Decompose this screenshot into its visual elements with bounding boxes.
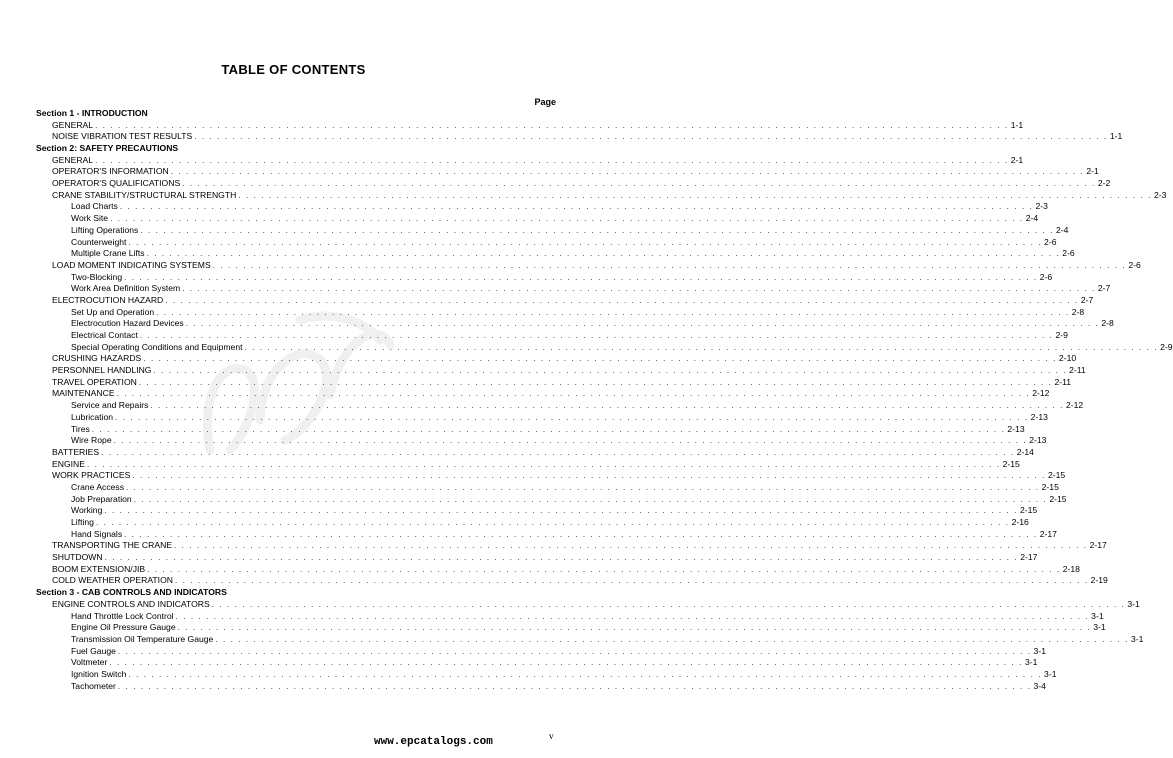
toc-entry-label: Tires [71, 423, 90, 434]
dot-leader: . . . . . . . . . . . . . . . . . . . . . . . . . . . . . . . . . . . . . . . . . . . . . . . . . . . . . . . . . . . . . . . . . . . . . . . . . . . . . . . . . . . . . . . . . . . . . . . . . . . . . . . . . . . . . . . . . . . . . . . . [244, 342, 1159, 352]
toc-entry-label: GENERAL [52, 119, 94, 130]
dot-leader: . . . . . . . . . . . . . . . . . . . . . . . . . . . . . . . . . . . . . . . . . . . . . . . . . . . . . . . . . . . . . . . . . . . . . . . . . . . . . . . . . . . . . . . . . . . . . . . . . . . . . . . . . . . . . . . . . . . . . . . . [165, 295, 1079, 305]
dot-leader: . . . . . . . . . . . . . . . . . . . . . . . . . . . . . . . . . . . . . . . . . . . . . . . . . . . . . . . . . . . . . . . . . . . . . . . . . . . . . . . . . . . . . . . . . . . . . . . . . . . . . . . . . . . . . . . . . . . . . . . . [86, 459, 1001, 469]
toc-entry-page: 2-13 [1029, 435, 1047, 446]
toc-entry-label: LOAD MOMENT INDICATING SYSTEMS [52, 259, 211, 270]
toc-entry-page: 2-11 [1054, 376, 1072, 387]
toc-entry[interactable] [36, 119, 1024, 132]
dot-leader: . . . . . . . . . . . . . . . . . . . . . . . . . . . . . . . . . . . . . . . . . . . . . . . . . . . . . . . . . . . . . . . . . . . . . . . . . . . . . . . . . . . . . . . . . . . . . . . . . . . . . . . . . . . . . . . . . . . . . . . . [124, 272, 1038, 282]
dot-leader: . . . . . . . . . . . . . . . . . . . . . . . . . . . . . . . . . . . . . . . . . . . . . . . . . . . . . . . . . . . . . . . . . . . . . . . . . . . . . . . . . . . . . . . . . . . . . . . . . . . . . . . . . . . . . . . . . . . . . . . . [104, 506, 1018, 516]
dot-leader: . . . . . . . . . . . . . . . . . . . . . . . . . . . . . . . . . . . . . . . . . . . . . . . . . . . . . . . . . . . . . . . . . . . . . . . . . . . . . . . . . . . . . . . . . . . . . . . . . . . . . . . . . . . . . . . . . . . . . . . . [132, 471, 1046, 481]
dot-leader: . . . . . . . . . . . . . . . . . . . . . . . . . . . . . . . . . . . . . . . . . . . . . . . . . . . . . . . . . . . . . . . . . . . . . . . . . . . . . . . . . . . . . . . . . . . . . . . . . . . . . . . . . . . . . . . . . . . . . . . . [119, 202, 1034, 212]
toc-entry-label: Section 1 - INTRODUCTION [36, 107, 148, 118]
toc-entry-label: SHUTDOWN [52, 552, 103, 563]
toc-entry[interactable] [36, 563, 1080, 576]
toc-entry[interactable] [36, 458, 1020, 471]
toc-section-heading[interactable] [36, 108, 557, 120]
toc-entry[interactable] [36, 224, 1069, 237]
toc-entry-label: Working [71, 505, 103, 516]
toc-entry-label: Special Operating Conditions and Equipment [71, 341, 243, 352]
dot-leader: . . . . . . . . . . . . . . . . . . . . . . . . . . . . . . . . . . . . . . . . . . . . . . . . . . . . . . . . . . . . . . . . . . . . . . . . . . . . . . . . . . . . . . . . . . . . . . . . . . . . . . . . . . . . . . . . . . . . . . . . [128, 237, 1043, 247]
toc-entry-label: NOISE VIBRATION TEST RESULTS [52, 131, 193, 142]
toc-entry-page: 2-2 [1097, 178, 1111, 189]
toc-entry-page: 2-1 [1010, 154, 1024, 165]
dot-leader: . . . . . . . . . . . . . . . . . . . . . . . . . . . . . . . . . . . . . . . . . . . . . . . . . . . . . . . . . . . . . . . . . . . . . . . . . . . . . . . . . . . . . . . . . . . . . . . . . . . . . . . . . . . . . . . . . . . . . . . . [117, 681, 1032, 691]
dot-leader: . . . . . . . . . . . . . . . . . . . . . . . . . . . . . . . . . . . . . . . . . . . . . . . . . . . . . . . . . . . . . . . . . . . . . . . . . . . . . . . . . . . . . . . . . . . . . . . . . . . . . . . . . . . . . . . . . . . . . . . . [95, 155, 1009, 165]
toc-entry[interactable] [36, 622, 1106, 634]
toc-entry-page: 2-17 [1039, 528, 1057, 539]
dot-leader: . . . . . . . . . . . . . . . . . . . . . . . . . . . . . . . . . . . . . . . . . . . . . . . . . . . . . . . . . . . . . . . . . . . . . . . . . . . . . . . . . . . . . . . . . . . . . . . . . . . . . . . . . . . . . . . . . . . . . . . . [138, 377, 1053, 387]
page-title: TABLE OF CONTENTS [221, 62, 366, 77]
toc-entry-label: TRAVEL OPERATION [52, 376, 137, 387]
dot-leader: . . . . . . . . . . . . . . . . . . . . . . . . . . . . . . . . . . . . . . . . . . . . . . . . . . . . . . . . . . . . . . . . . . . . . . . . . . . . . . . . . . . . . . . . . . . . . . . . . . . . . . . . . . . . . . . . . . . . . . . . [133, 494, 1048, 504]
dot-leader: . . . . . . . . . . . . . . . . . . . . . . . . . . . . . . . . . . . . . . . . . . . . . . . . . . . . . . . . . . . . . . . . . . . . . . . . . . . . . . . . . . . . . . . . . . . . . . . . . . . . . . . . . . . . . . . . . . . . . . . . [117, 646, 1032, 656]
toc-entry-page: 2-4 [1055, 224, 1069, 235]
toc-entry-label: Ignition Switch [71, 668, 127, 679]
dot-leader: . . . . . . . . . . . . . . . . . . . . . . . . . . . . . . . . . . . . . . . . . . . . . . . . . . . . . . . . . . . . . . . . . . . . . . . . . . . . . . . . . . . . . . . . . . . . . . . . . . . . . . . . . . . . . . . . . . . . . . . . [95, 120, 1009, 130]
dot-leader: . . . . . . . . . . . . . . . . . . . . . . . . . . . . . . . . . . . . . . . . . . . . . . . . . . . . . . . . . . . . . . . . . . . . . . . . . . . . . . . . . . . . . . . . . . . . . . . . . . . . . . . . . . . . . . . . . . . . . . . . [150, 401, 1065, 411]
toc-entry-label: ENGINE CONTROLS AND INDICATORS [52, 598, 210, 609]
dot-leader: . . . . . . . . . . . . . . . . . . . . . . . . . . . . . . . . . . . . . . . . . . . . . . . . . . . . . . . . . . . . . . . . . . . . . . . . . . . . . . . . . . . . . . . . . . . . . . . . . . . . . . . . . . . . . . . . . . . . . . . . [143, 354, 1057, 364]
toc-entry[interactable] [36, 505, 1038, 517]
toc-entry[interactable] [36, 645, 1046, 658]
toc-entry[interactable] [36, 236, 1057, 249]
page-column-header: Page [534, 97, 556, 107]
table-of-contents [36, 107, 1173, 692]
dot-leader: . . . . . . . . . . . . . . . . . . . . . . . . . . . . . . . . . . . . . . . . . . . . . . . . . . . . . . . . . . . . . . . . . . . . . . . . . . . . . . . . . . . . . . . . . . . . . . . . . . . . . . . . . . . . . . . . . . . . . . . . [194, 132, 1108, 142]
toc-entry-label: Lubrication [71, 411, 114, 422]
toc-entry-page: 2-6 [1062, 248, 1075, 259]
toc-entry[interactable] [36, 680, 1046, 693]
toc-entry-page: 2-14 [1016, 446, 1034, 457]
dot-leader: . . . . . . . . . . . . . . . . . . . . . . . . . . . . . . . . . . . . . . . . . . . . . . . . . . . . . . . . . . . . . . . . . . . . . . . . . . . . . . . . . . . . . . . . . . . . . . . . . . . . . . . . . . . . . . . . . . . . . . . . [109, 658, 1023, 668]
dot-leader: . . . . . . . . . . . . . . . . . . . . . . . . . . . . . . . . . . . . . . . . . . . . . . . . . . . . . . . . . . . . . . . . . . . . . . . . . . . . . . . . . . . . . . . . . . . . . . . . . . . . . . . . . . . . . . . . . . . . . . . . [126, 482, 1040, 492]
toc-entry-page: 2-17 [1089, 540, 1107, 551]
toc-entry-page: 2-12 [1066, 400, 1084, 411]
toc-entry[interactable] [36, 481, 1059, 494]
dot-leader: . . . . . . . . . . . . . . . . . . . . . . . . . . . . . . . . . . . . . . . . . . . . . . . . . . . . . . . . . . . . . . . . . . . . . . . . . . . . . . . . . . . . . . . . . . . . . . . . . . . . . . . . . . . . . . . . . . . . . . . . [174, 576, 1089, 586]
dot-leader: . . . . . . . . . . . . . . . . . . . . . . . . . . . . . . . . . . . . . . . . . . . . . . . . . . . . . . . . . . . . . . . . . . . . . . . . . . . . . . . . . . . . . . . . . . . . . . . . . . . . . . . . . . . . . . . . . . . . . . . . [128, 669, 1043, 679]
toc-entry-label: PERSONNEL HANDLING [52, 365, 152, 376]
toc-entry-page: 2-6 [1044, 236, 1057, 247]
dot-leader: . . . . . . . . . . . . . . . . . . . . . . . . . . . . . . . . . . . . . . . . . . . . . . . . . . . . . . . . . . . . . . . . . . . . . . . . . . . . . . . . . . . . . . . . . . . . . . . . . . . . . . . . . . . . . . . . . . . . . . . . [211, 599, 1126, 609]
toc-entry[interactable] [36, 552, 1038, 564]
toc-entry[interactable] [36, 376, 1072, 389]
toc-entry-page: 3-4 [1033, 680, 1046, 691]
toc-entry-label: Electrical Contact [71, 330, 138, 341]
dot-leader: . . . . . . . . . . . . . . . . . . . . . . . . . . . . . . . . . . . . . . . . . . . . . . . . . . . . . . . . . . . . . . . . . . . . . . . . . . . . . . . . . . . . . . . . . . . . . . . . . . . . . . . . . . . . . . . . . . . . . . . . [124, 529, 1038, 539]
toc-entry-label: ENGINE [52, 458, 85, 469]
dot-leader: . . . . . . . . . . . . . . . . . . . . . . . . . . . . . . . . . . . . . . . . . . . . . . . . . . . . . . . . . . . . . . . . . . . . . . . . . . . . . . . . . . . . . . . . . . . . . . . . . . . . . . . . . . . . . . . . . . . . . . . . [175, 611, 1090, 621]
toc-entry-label: CRANE STABILITY/STRUCTURAL STRENGTH [52, 189, 237, 200]
toc-entry[interactable] [36, 213, 1039, 225]
toc-entry-page: 2-10 [1058, 353, 1077, 364]
toc-entry-label: WORK PRACTICES [52, 470, 131, 481]
toc-entry-label: Lifting Operations [71, 224, 139, 235]
toc-entry-page: 3-1 [1093, 622, 1106, 633]
toc-entry[interactable] [36, 283, 1111, 295]
dot-leader: . . . . . . . . . . . . . . . . . . . . . . . . . . . . . . . . . . . . . . . . . . . . . . . . . . . . . . . . . . . . . . . . . . . . . . . . . . . . . . . . . . . . . . . . . . . . . . . . . . . . . . . . . . . . . . . . . . . . . . . . [104, 553, 1019, 563]
dot-leader: . . . . . . . . . . . . . . . . . . . . . . . . . . . . . . . . . . . . . . . . . . . . . . . . . . . . . . . . . . . . . . . . . . . . . . . . . . . . . . . . . . . . . . . . . . . . . . . . . . . . . . . . . . . . . . . . . . . . . . . . [140, 225, 1054, 235]
toc-entry-page: 2-19 [1090, 575, 1108, 586]
toc-entry[interactable] [36, 259, 1141, 272]
toc-entry-label: Lifting [71, 517, 94, 528]
dot-leader: . . . . . . . . . . . . . . . . . . . . . . . . . . . . . . . . . . . . . . . . . . . . . . . . . . . . . . . . . . . . . . . . . . . . . . . . . . . . . . . . . . . . . . . . . . . . . . . . . . . . . . . . . . . . . . . . . . . . . . . . [177, 623, 1092, 633]
toc-entry[interactable] [36, 306, 1085, 319]
toc-entry-label: Set Up and Operation [71, 306, 155, 317]
dot-leader: . . . . . . . . . . . . . . . . . . . . . . . . . . . . . . . . . . . . . . . . . . . . . . . . . . . . . . . . . . . . . . . . . . . . . . . . . . . . . . . . . . . . . . . . . . . . . . . . . . . . . . . . . . . . . . . . . . . . . . . . [91, 424, 1006, 434]
toc-entry[interactable] [36, 435, 1047, 447]
toc-entry-label: OPERATOR'S QUALIFICATIONS [52, 178, 181, 189]
toc-entry[interactable] [36, 657, 1038, 669]
toc-entry-page: 2-3 [1035, 201, 1048, 212]
toc-entry[interactable] [36, 154, 1024, 167]
toc-entry-page: 2-18 [1062, 563, 1080, 574]
dot-leader: . . . . . . . . . . . . . . . . . . . . . . . . . . . . . . . . . . . . . . . . . . . . . . . . . . . . . . . . . . . . . . . . . . . . . . . . . . . . . . . . . . . . . . . . . . . . . . . . . . . . . . . . . . . . . . . . . . . . . . . . [215, 634, 1129, 644]
toc-entry-page: 2-15 [1049, 493, 1067, 504]
toc-entry-page: 2-13 [1030, 411, 1048, 422]
toc-entry[interactable] [36, 575, 1108, 588]
toc-entry[interactable] [36, 411, 1048, 424]
dot-leader: . . . . . . . . . . . . . . . . . . . . . . . . . . . . . . . . . . . . . . . . . . . . . . . . . . . . . . . . . . . . . . . . . . . . . . . . . . . . . . . . . . . . . . . . . . . . . . . . . . . . . . . . . . . . . . . . . . . . . . . . [170, 167, 1085, 177]
toc-entry[interactable] [36, 388, 1050, 401]
toc-entry-label: Counterweight [71, 236, 127, 247]
toc-entry[interactable] [36, 341, 1173, 354]
toc-entry-page: 2-15 [1041, 481, 1059, 492]
toc-entry-page: 3-1 [1091, 610, 1104, 621]
toc-entry-page: 2-17 [1020, 552, 1038, 563]
toc-entry[interactable] [36, 517, 1029, 529]
toc-entry-page: 2-4 [1025, 213, 1039, 224]
toc-entry-label: Hand Throttle Lock Control [71, 610, 174, 621]
toc-entry-label: BOOM EXTENSION/JIB [52, 563, 146, 574]
toc-entry[interactable] [36, 178, 1111, 190]
toc-entry[interactable] [36, 540, 1107, 552]
toc-entry-label: COLD WEATHER OPERATION [52, 575, 173, 586]
toc-entry-page: 2-6 [1128, 259, 1141, 270]
dot-leader: . . . . . . . . . . . . . . . . . . . . . . . . . . . . . . . . . . . . . . . . . . . . . . . . . . . . . . . . . . . . . . . . . . . . . . . . . . . . . . . . . . . . . . . . . . . . . . . . . . . . . . . . . . . . . . . . . . . . . . . . [182, 179, 1096, 189]
toc-entry-label: Job Preparation [71, 493, 132, 504]
toc-entry-page: 2-7 [1097, 283, 1111, 294]
toc-entry-label: Service and Repairs [71, 400, 149, 411]
toc-entry-label: Engine Oil Pressure Gauge [71, 622, 176, 633]
toc-entry-label: BATTERIES [52, 446, 100, 457]
toc-entry[interactable] [36, 528, 1057, 541]
toc-entry-label: Voltmeter [71, 657, 108, 668]
toc-entry-label: ELECTROCUTION HAZARD [52, 294, 164, 305]
toc-entry[interactable] [36, 166, 1099, 178]
dot-leader: . . . . . . . . . . . . . . . . . . . . . . . . . . . . . . . . . . . . . . . . . . . . . . . . . . . . . . . . . . . . . . . . . . . . . . . . . . . . . . . . . . . . . . . . . . . . . . . . . . . . . . . . . . . . . . . . . . . . . . . . [147, 564, 1061, 574]
toc-entry-page: 2-15 [1002, 458, 1020, 469]
toc-entry-label: Work Area Definition System [71, 283, 181, 294]
toc-entry-label: TRANSPORTING THE CRANE [52, 540, 173, 551]
toc-entry-label: Electrocution Hazard Devices [71, 318, 184, 329]
dot-leader: . . . . . . . . . . . . . . . . . . . . . . . . . . . . . . . . . . . . . . . . . . . . . . . . . . . . . . . . . . . . . . . . . . . . . . . . . . . . . . . . . . . . . . . . . . . . . . . . . . . . . . . . . . . . . . . . . . . . . . . . [174, 541, 1088, 551]
dot-leader: . . . . . . . . . . . . . . . . . . . . . . . . . . . . . . . . . . . . . . . . . . . . . . . . . . . . . . . . . . . . . . . . . . . . . . . . . . . . . . . . . . . . . . . . . . . . . . . . . . . . . . . . . . . . . . . . . . . . . . . . [116, 389, 1031, 399]
dot-leader: . . . . . . . . . . . . . . . . . . . . . . . . . . . . . . . . . . . . . . . . . . . . . . . . . . . . . . . . . . . . . . . . . . . . . . . . . . . . . . . . . . . . . . . . . . . . . . . . . . . . . . . . . . . . . . . . . . . . . . . . [146, 249, 1061, 259]
toc-entry-label: Tachometer [71, 680, 116, 691]
toc-entry-page: 2-16 [1011, 517, 1029, 528]
toc-entry-label: Multiple Crane Lifts [71, 248, 145, 259]
toc-entry-page: 2-3 [1153, 189, 1167, 200]
toc-entry[interactable] [36, 318, 1114, 330]
toc-entry[interactable] [36, 446, 1034, 459]
toc-section-heading[interactable] [36, 143, 557, 155]
toc-entry[interactable] [36, 201, 1048, 214]
dot-leader: . . . . . . . . . . . . . . . . . . . . . . . . . . . . . . . . . . . . . . . . . . . . . . . . . . . . . . . . . . . . . . . . . . . . . . . . . . . . . . . . . . . . . . . . . . . . . . . . . . . . . . . . . . . . . . . . . . . . . . . . [110, 214, 1024, 224]
toc-section-heading[interactable] [36, 587, 557, 599]
toc-entry[interactable] [36, 400, 1084, 412]
toc-entry[interactable] [36, 423, 1025, 436]
toc-entry-label: Two-Blocking [71, 271, 123, 282]
toc-entry-page: 2-8 [1071, 306, 1085, 317]
toc-entry[interactable] [36, 610, 1104, 623]
toc-entry[interactable] [36, 248, 1075, 260]
dot-leader: . . . . . . . . . . . . . . . . . . . . . . . . . . . . . . . . . . . . . . . . . . . . . . . . . . . . . . . . . . . . . . . . . . . . . . . . . . . . . . . . . . . . . . . . . . . . . . . . . . . . . . . . . . . . . . . . . . . . . . . . [153, 366, 1068, 376]
dot-leader: . . . . . . . . . . . . . . . . . . . . . . . . . . . . . . . . . . . . . . . . . . . . . . . . . . . . . . . . . . . . . . . . . . . . . . . . . . . . . . . . . . . . . . . . . . . . . . . . . . . . . . . . . . . . . . . . . . . . . . . . [113, 436, 1028, 446]
toc-entry-label: Fuel Gauge [71, 645, 116, 656]
toc-entry-page: 2-9 [1160, 341, 1173, 352]
toc-entry-page: 2-15 [1020, 505, 1038, 516]
toc-entry[interactable] [36, 294, 1094, 307]
toc-entry[interactable] [36, 365, 1086, 377]
toc-entry-label: Section 3 - CAB CONTROLS AND INDICATORS [36, 587, 227, 598]
toc-entry[interactable] [36, 470, 1066, 482]
dot-leader: . . . . . . . . . . . . . . . . . . . . . . . . . . . . . . . . . . . . . . . . . . . . . . . . . . . . . . . . . . . . . . . . . . . . . . . . . . . . . . . . . . . . . . . . . . . . . . . . . . . . . . . . . . . . . . . . . . . . . . . . [156, 307, 1070, 317]
dot-leader: . . . . . . . . . . . . . . . . . . . . . . . . . . . . . . . . . . . . . . . . . . . . . . . . . . . . . . . . . . . . . . . . . . . . . . . . . . . . . . . . . . . . . . . . . . . . . . . . . . . . . . . . . . . . . . . . . . . . . . . . [139, 331, 1054, 341]
dot-leader: . . . . . . . . . . . . . . . . . . . . . . . . . . . . . . . . . . . . . . . . . . . . . . . . . . . . . . . . . . . . . . . . . . . . . . . . . . . . . . . . . . . . . . . . . . . . . . . . . . . . . . . . . . . . . . . . . . . . . . . . [212, 260, 1127, 270]
toc-entry-page: 3-1 [1130, 633, 1144, 644]
toc-entry-label: Section 2: SAFETY PRECAUTIONS [36, 143, 179, 154]
dot-leader: . . . . . . . . . . . . . . . . . . . . . . . . . . . . . . . . . . . . . . . . . . . . . . . . . . . . . . . . . . . . . . . . . . . . . . . . . . . . . . . . . . . . . . . . . . . . . . . . . . . . . . . . . . . . . . . . . . . . . . . . [95, 518, 1010, 528]
toc-entry-page: 2-13 [1007, 423, 1025, 434]
toc-entry[interactable] [36, 598, 1140, 611]
toc-entry-page: 2-11 [1069, 365, 1086, 376]
toc-entry-page: 2-8 [1101, 318, 1114, 329]
website-watermark: www.epcatalogs.com [374, 736, 493, 748]
toc-entry[interactable] [36, 271, 1053, 284]
dot-leader: . . . . . . . . . . . . . . . . . . . . . . . . . . . . . . . . . . . . . . . . . . . . . . . . . . . . . . . . . . . . . . . . . . . . . . . . . . . . . . . . . . . . . . . . . . . . . . . . . . . . . . . . . . . . . . . . . . . . . . . . [185, 319, 1100, 329]
toc-entry-label: CRUSHING HAZARDS [52, 353, 142, 364]
toc-entry-page: 2-12 [1032, 388, 1050, 399]
toc-entry-page: 1-1 [1010, 119, 1024, 130]
toc-entry-label: Hand Signals [71, 528, 123, 539]
toc-entry[interactable] [36, 330, 1068, 342]
toc-entry[interactable] [36, 493, 1067, 506]
toc-entry[interactable] [36, 189, 1167, 202]
toc-entry[interactable] [36, 633, 1144, 646]
toc-entry-page: 2-9 [1055, 330, 1068, 341]
toc-entry-page: 2-1 [1086, 166, 1099, 177]
dot-leader: . . . . . . . . . . . . . . . . . . . . . . . . . . . . . . . . . . . . . . . . . . . . . . . . . . . . . . . . . . . . . . . . . . . . . . . . . . . . . . . . . . . . . . . . . . . . . . . . . . . . . . . . . . . . . . . . . . . . . . . . [115, 412, 1029, 422]
toc-entry[interactable] [36, 131, 1123, 143]
toc-entry-label: OPERATOR'S INFORMATION [52, 166, 169, 177]
page-number: v [549, 731, 554, 741]
dot-leader: . . . . . . . . . . . . . . . . . . . . . . . . . . . . . . . . . . . . . . . . . . . . . . . . . . . . . . . . . . . . . . . . . . . . . . . . . . . . . . . . . . . . . . . . . . . . . . . . . . . . . . . . . . . . . . . . . . . . . . . . [101, 447, 1015, 457]
toc-entry-label: Work Site [71, 213, 109, 224]
toc-entry-page: 1-1 [1109, 131, 1123, 142]
toc-entry-label: Transmission Oil Temperature Gauge [71, 633, 214, 644]
toc-entry-page: 2-7 [1080, 294, 1094, 305]
toc-entry-label: Wire Rope [71, 435, 112, 446]
toc-entry-page: 2-6 [1039, 271, 1053, 282]
toc-entry-label: Load Charts [71, 201, 118, 212]
toc-entry-label: MAINTENANCE [52, 388, 115, 399]
dot-leader: . . . . . . . . . . . . . . . . . . . . . . . . . . . . . . . . . . . . . . . . . . . . . . . . . . . . . . . . . . . . . . . . . . . . . . . . . . . . . . . . . . . . . . . . . . . . . . . . . . . . . . . . . . . . . . . . . . . . . . . . [238, 190, 1152, 200]
toc-entry-label: GENERAL [52, 154, 94, 165]
toc-entry-label: Crane Access [71, 481, 125, 492]
toc-entry[interactable] [36, 353, 1077, 365]
toc-entry-page: 3-1 [1024, 657, 1038, 668]
toc-entry-page: 2-15 [1047, 470, 1066, 481]
toc-entry-page: 3-1 [1044, 668, 1057, 679]
toc-entry-page: 3-1 [1127, 598, 1140, 609]
dot-leader: . . . . . . . . . . . . . . . . . . . . . . . . . . . . . . . . . . . . . . . . . . . . . . . . . . . . . . . . . . . . . . . . . . . . . . . . . . . . . . . . . . . . . . . . . . . . . . . . . . . . . . . . . . . . . . . . . . . . . . . . [182, 284, 1096, 294]
toc-entry-page: 3-1 [1033, 645, 1046, 656]
toc-entry[interactable] [36, 668, 1057, 681]
